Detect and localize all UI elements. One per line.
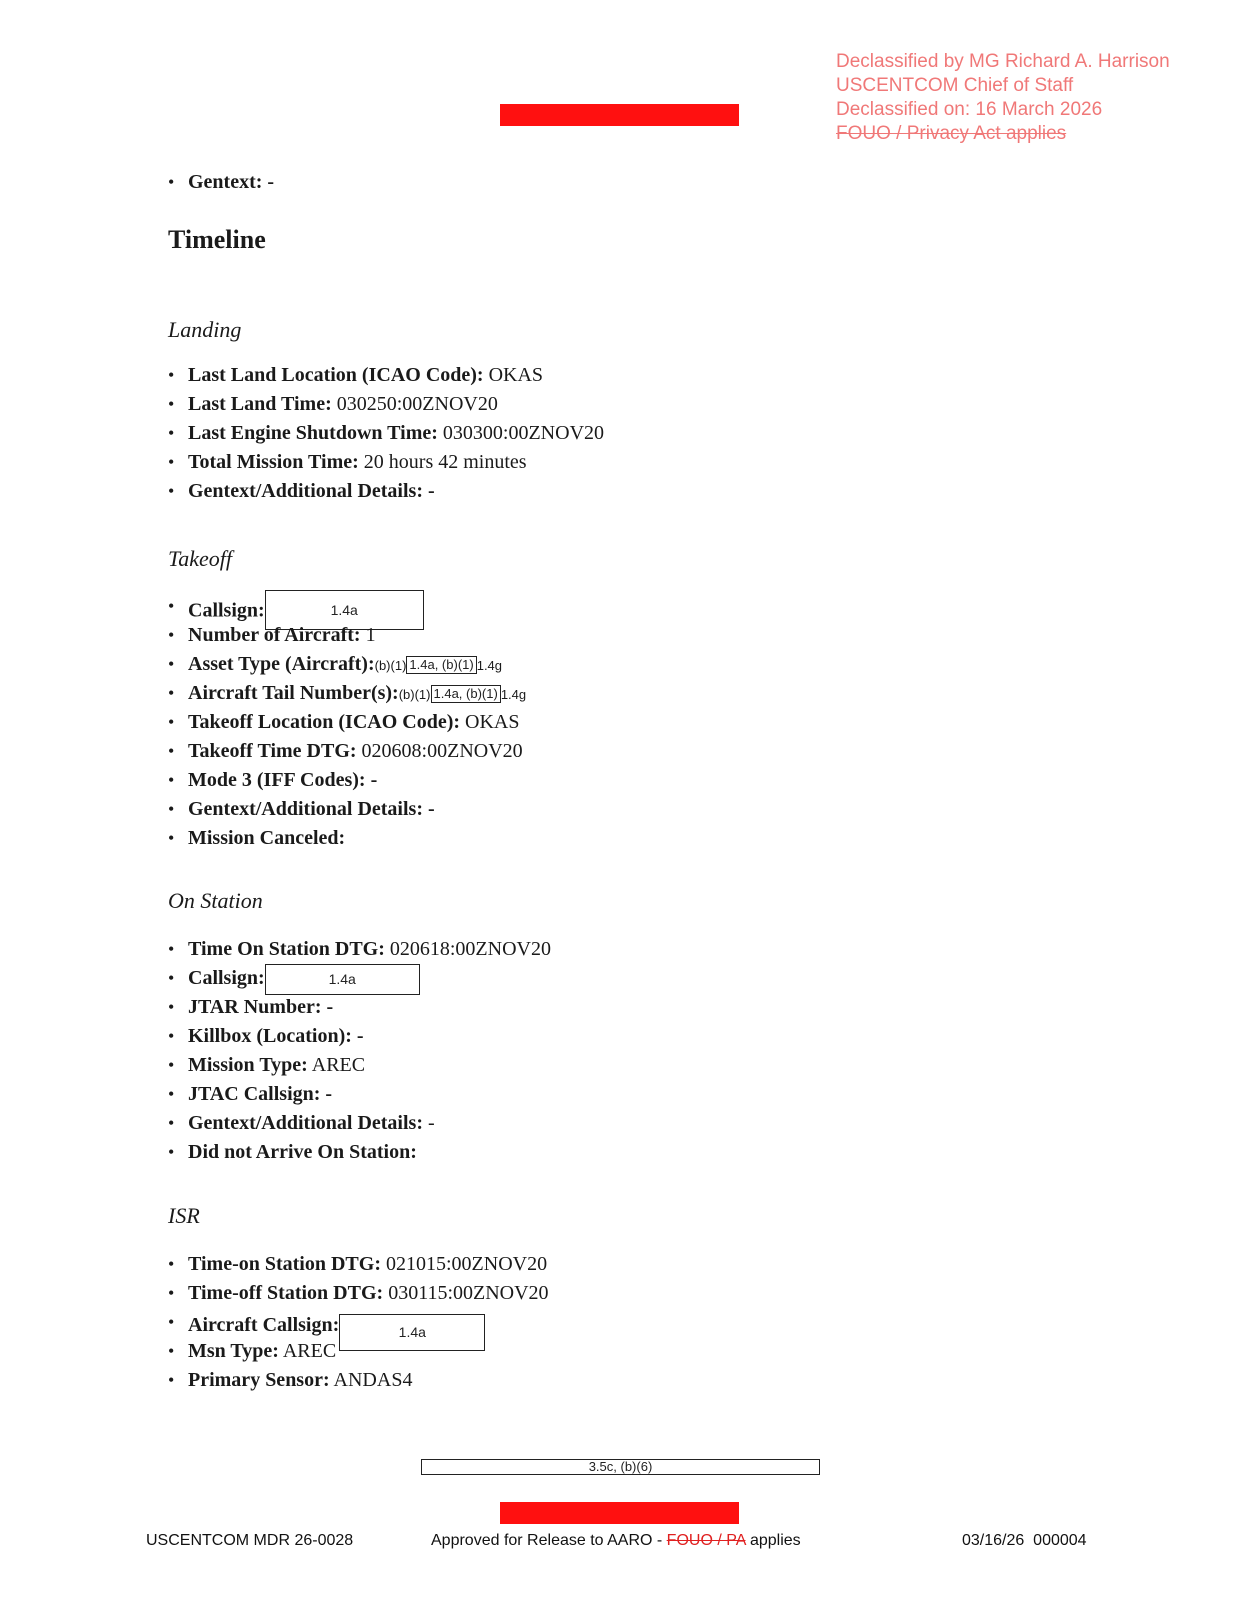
- list-item: [168, 993, 551, 1022]
- release-note-prefix: Approved for Release to AARO -: [431, 1532, 667, 1549]
- redaction-code-prefix: (b)(1): [398, 686, 431, 702]
- takeoff-heading: Takeoff: [168, 546, 232, 571]
- item-value: OKAS: [465, 711, 520, 733]
- item-value: -: [325, 1083, 333, 1105]
- item-label: Primary Sensor:: [188, 1369, 330, 1391]
- redaction-code-suffix: 1.4g: [500, 686, 527, 702]
- gentext-label: Gentext:: [188, 171, 263, 193]
- gentext-item: [168, 168, 274, 197]
- list-item: [168, 1308, 549, 1340]
- release-note-strike: FOUO / PA: [666, 1532, 746, 1549]
- list-item: [168, 964, 551, 993]
- item-value: AREC: [282, 1340, 337, 1362]
- list-item: [168, 390, 604, 419]
- item-label: Mode 3 (IFF Codes):: [188, 769, 366, 791]
- list-item: [168, 824, 526, 853]
- list-item: [168, 766, 526, 795]
- callsign-label: Callsign:: [188, 967, 265, 990]
- item-label: Last Land Location (ICAO Code):: [188, 364, 484, 386]
- list-item: [168, 795, 526, 824]
- list-item: [168, 1022, 551, 1051]
- footer-mdr-number: USCENTCOM MDR 26-0028: [146, 1532, 354, 1549]
- list-item: [168, 361, 604, 390]
- item-label: Did not Arrive On Station:: [188, 1141, 417, 1163]
- item-label: Asset Type (Aircraft):: [188, 653, 375, 675]
- list-item: [168, 448, 604, 477]
- item-label: Mission Canceled:: [188, 827, 346, 849]
- list-item: [168, 1279, 549, 1308]
- item-value: 020618:00ZNOV20: [389, 938, 551, 960]
- callsign-label: Callsign:: [188, 599, 265, 622]
- list-item: [168, 935, 551, 964]
- list-item: [168, 1138, 551, 1167]
- list-item: [168, 477, 604, 506]
- gentext-list: [168, 168, 274, 197]
- callsign-label: Aircraft Callsign:: [188, 1314, 340, 1337]
- list-item: [168, 419, 604, 448]
- item-value: 030300:00ZNOV20: [442, 422, 605, 444]
- list-item: [168, 592, 526, 621]
- landing-list: [168, 361, 604, 506]
- item-label: Gentext/Additional Details:: [188, 1112, 423, 1134]
- item-value: 021015:00ZNOV20: [385, 1253, 548, 1275]
- list-item: [168, 679, 526, 708]
- item-value: 030115:00ZNOV20: [388, 1282, 549, 1304]
- item-value: -: [428, 480, 435, 502]
- list-item: [168, 1366, 549, 1395]
- item-label: Time-on Station DTG:: [188, 1253, 381, 1275]
- isr-list: [168, 1250, 549, 1395]
- item-value: -: [428, 798, 435, 820]
- stamp-line-2: USCENTCOM Chief of Staff: [836, 75, 1074, 96]
- list-item: [168, 1250, 549, 1279]
- timeline-heading: Timeline: [168, 225, 266, 254]
- on-station-list: [168, 935, 551, 1167]
- list-item: [168, 1080, 551, 1109]
- item-label: Takeoff Location (ICAO Code):: [188, 711, 461, 733]
- item-label: Last Engine Shutdown Time:: [188, 422, 438, 444]
- landing-heading: Landing: [168, 317, 242, 342]
- item-label: Killbox (Location):: [188, 1025, 352, 1047]
- list-item: [168, 1051, 551, 1080]
- footer-release-note: [431, 1532, 801, 1550]
- stamp-line-3: Declassified on: 16 March 2026: [836, 99, 1103, 120]
- stamp-line-4: FOUO / Privacy Act applies: [836, 123, 1067, 144]
- top-redaction-bar: [500, 104, 739, 126]
- gentext-value: -: [267, 171, 275, 193]
- item-value: -: [326, 996, 334, 1018]
- item-label: JTAC Callsign:: [188, 1083, 321, 1105]
- item-value: -: [370, 769, 378, 791]
- redaction-code: 3.5c, (b)(6): [588, 1459, 653, 1474]
- redaction-code: 1.4a: [398, 1324, 426, 1340]
- item-label: Mission Type:: [188, 1054, 308, 1076]
- item-value: 030250:00ZNOV20: [336, 393, 498, 415]
- isr-heading: ISR: [168, 1203, 200, 1228]
- list-item: [168, 650, 526, 679]
- list-item: [168, 1337, 549, 1366]
- item-value: ANDAS4: [333, 1369, 413, 1391]
- tail-number-redaction-box: 1.4a, (b)(1): [431, 685, 501, 703]
- declassification-stamp: [836, 50, 1170, 146]
- item-label: JTAR Number:: [188, 996, 322, 1018]
- item-label: Last Land Time:: [188, 393, 332, 415]
- item-label: Time On Station DTG:: [188, 938, 385, 960]
- footer-date-page: 03/16/26 000004: [962, 1532, 1087, 1549]
- callsign-redaction-box: [265, 964, 420, 995]
- takeoff-list: [168, 592, 526, 853]
- item-label: Time-off Station DTG:: [188, 1282, 384, 1304]
- redaction-code-suffix: 1.4g: [476, 657, 503, 673]
- redaction-code: 1.4a: [328, 971, 356, 987]
- item-label: Gentext/Additional Details:: [188, 480, 423, 502]
- item-label: Gentext/Additional Details:: [188, 798, 423, 820]
- list-item: [168, 621, 526, 650]
- item-value: AREC: [311, 1054, 366, 1076]
- item-label: Number of Aircraft:: [188, 624, 361, 646]
- redaction-code: 1.4a: [330, 602, 358, 618]
- on-station-heading: On Station: [168, 888, 263, 913]
- item-label: Total Mission Time:: [188, 451, 359, 473]
- bottom-redaction-box: [421, 1459, 820, 1475]
- release-note-suffix: applies: [745, 1532, 801, 1549]
- redaction-code-prefix: (b)(1): [374, 657, 407, 673]
- item-value: 020608:00ZNOV20: [361, 740, 523, 762]
- asset-type-redaction-box: 1.4a, (b)(1): [406, 656, 476, 674]
- item-value: -: [428, 1112, 435, 1134]
- item-label: Msn Type:: [188, 1340, 279, 1362]
- item-label: Takeoff Time DTG:: [188, 740, 357, 762]
- bottom-redaction-bar: [500, 1502, 739, 1524]
- item-value: -: [356, 1025, 364, 1047]
- list-item: [168, 1109, 551, 1138]
- item-value: OKAS: [488, 364, 544, 386]
- item-value: 20 hours 42 minutes: [363, 451, 527, 473]
- item-value: 1: [365, 624, 376, 646]
- list-item: [168, 737, 526, 766]
- list-item: [168, 708, 526, 737]
- item-label: Aircraft Tail Number(s):: [188, 682, 399, 704]
- stamp-line-1: Declassified by MG Richard A. Harrison: [836, 51, 1170, 72]
